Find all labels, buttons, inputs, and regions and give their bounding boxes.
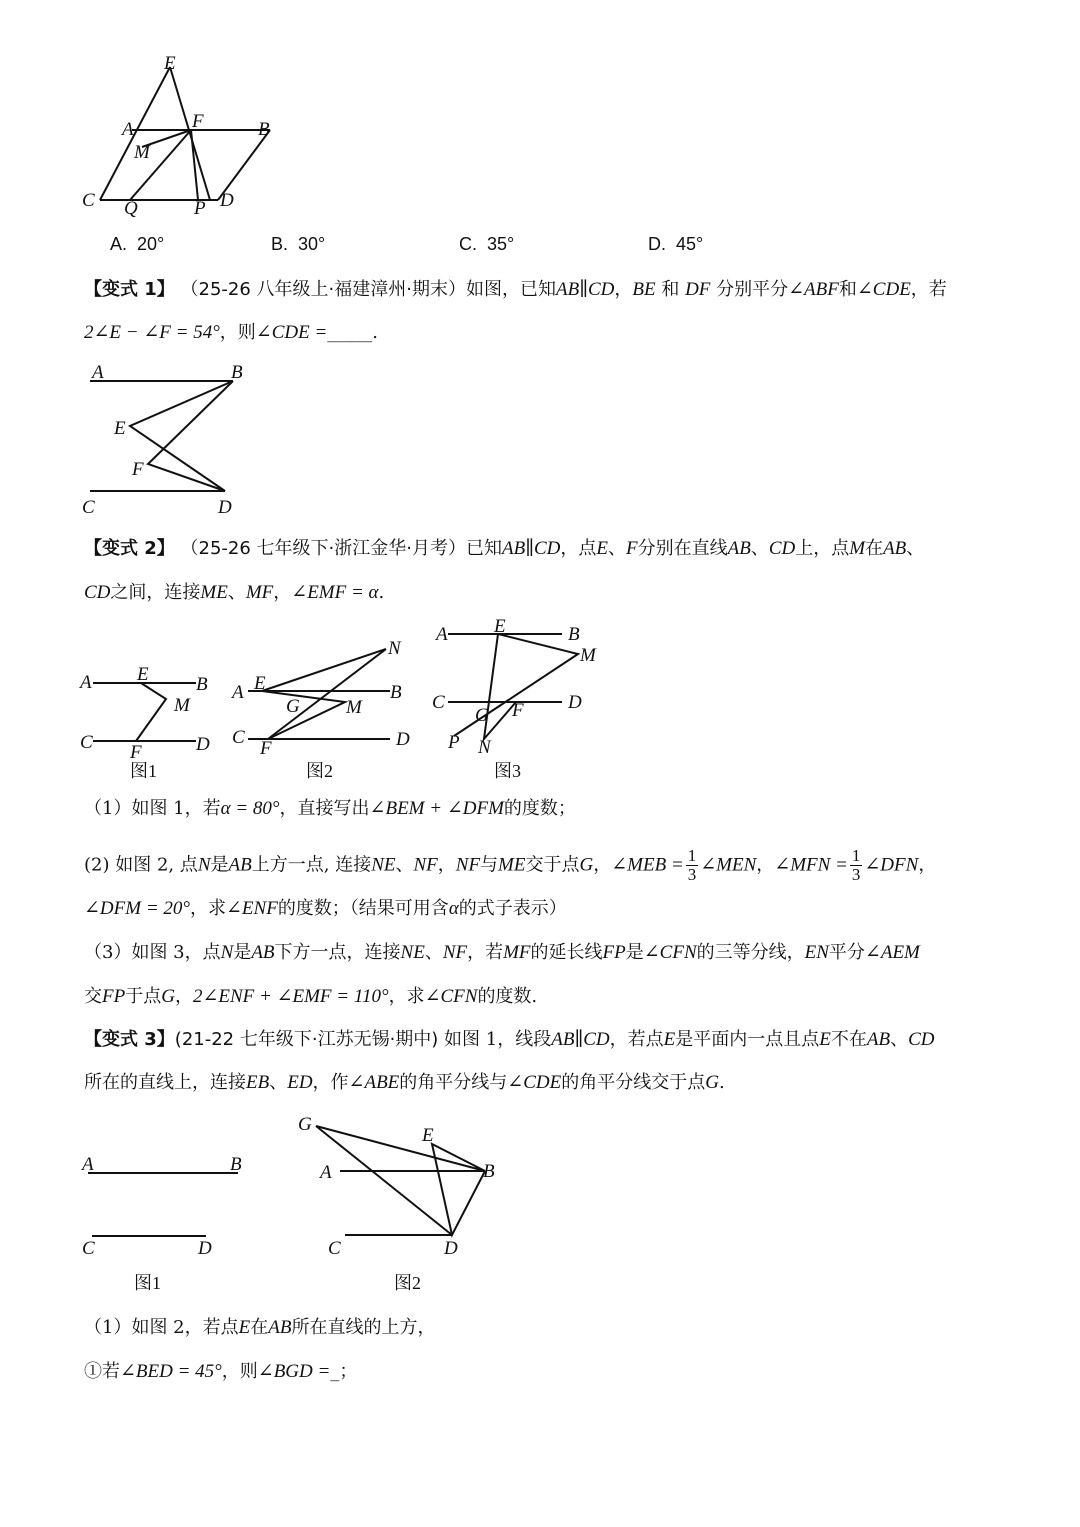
- v2-part-1: （1）如图 1，若α = 80°，直接写出∠BEM + ∠DFM的度数；: [84, 798, 576, 819]
- v2-part-3-line-2: 交FP于点G，2∠ENF + ∠EMF = 110°，求∠CFN的度数.: [84, 986, 538, 1007]
- v2-line-2: CD之间，连接ME、MF，∠EMF = α.: [84, 582, 385, 603]
- v2-f2-label-d: D: [396, 729, 410, 750]
- v2-f2-label-g: G: [286, 696, 300, 717]
- v1-source: （25-26 八年级上·福建漳州·期末）: [180, 279, 466, 300]
- v3-f2-label-d: D: [444, 1238, 458, 1259]
- v3-f1-label-c: C: [82, 1238, 95, 1259]
- v2-f2-caption: 图2: [306, 761, 333, 781]
- v3-f1-caption: 图1: [134, 1273, 161, 1293]
- v2-f1-caption: 图1: [130, 761, 157, 781]
- v3-part-1-item-1: ①若∠BED = 45°，则∠BGD =_；: [84, 1361, 358, 1382]
- v2-f1-label-e: E: [137, 664, 149, 685]
- v1-label-e: E: [114, 418, 126, 439]
- v2-line-1: 【变式 2】 （25-26 七年级下·浙江金华·月考）已知AB∥CD，点E、F分别在直线AB、CD上，点M在AB、: [84, 538, 925, 559]
- v2-f2-label-f: F: [260, 738, 272, 759]
- v2-f1-label-f: F: [130, 742, 142, 763]
- v2-f3-label-f: F: [512, 700, 524, 721]
- v3-f2-label-e: E: [422, 1125, 434, 1146]
- fraction-one-third-b: $\frac{1}{3}$: [851, 846, 861, 884]
- q0-label-f: F: [192, 111, 204, 132]
- q0-figure: [70, 50, 290, 220]
- v3-figure-2: [290, 1110, 510, 1300]
- choice-a: A. 20°: [110, 234, 165, 254]
- v2-f3-caption: 图3: [494, 761, 521, 781]
- v2-part-2-line-2: ∠DFM = 20°，求∠ENF的度数；（结果可用含α的式子表示）: [84, 898, 567, 919]
- q0-label-e: E: [164, 53, 176, 74]
- v2-f2-label-m: M: [346, 697, 362, 718]
- v3-f2-label-b: B: [483, 1161, 495, 1182]
- v1-line-1: 【变式 1】 （25-26 八年级上·福建漳州·期末）如图，已知AB∥CD，BE 和 DF 分别平分∠ABF和∠CDE，若: [84, 279, 947, 300]
- v3-line-1: 【变式 3】(21-22 七年级下·江苏无锡·期中) 如图 1，线段AB∥CD，若点E是平面内一点且点E不在AB、CD: [84, 1029, 935, 1050]
- v2-f1-label-m: M: [174, 695, 190, 716]
- choice-b: B. 30°: [271, 234, 326, 254]
- v2-f2-label-b: B: [390, 682, 402, 703]
- v3-part-1: （1）如图 2，若点E在AB所在直线的上方，: [84, 1317, 436, 1338]
- v2-source: （25-26 七年级下·浙江金华·月考）: [180, 538, 466, 559]
- v3-f2-caption: 图2: [394, 1273, 421, 1293]
- v2-f3-label-n: N: [478, 737, 491, 758]
- v2-figure-3: [428, 612, 613, 787]
- v2-f2-label-a: A: [232, 682, 244, 703]
- v2-f3-label-b: B: [568, 624, 580, 645]
- v3-f2-label-a: A: [320, 1162, 332, 1183]
- q0-label-b: B: [258, 119, 270, 140]
- v3-tag: 【变式 3】: [84, 1029, 175, 1050]
- v2-part-2-line-1: (2) 如图 2, 点N是AB上方一点, 连接NE、NF，NF与ME交于点G，∠MEB = $\frac{1}{3}$ ∠MEN，∠MFN = $\frac{1}{3}$ ∠DFN，: [84, 846, 937, 884]
- choice-c: C. 35°: [459, 234, 515, 254]
- v3-f2-label-g: G: [298, 1114, 312, 1135]
- v2-f1-label-d: D: [196, 734, 210, 755]
- v3-f1-label-a: A: [82, 1154, 94, 1175]
- v2-part-3-line-1: （3）如图 3，点N是AB下方一点，连接NE、NF，若MF的延长线FP是∠CFN的三等分线，EN平分∠AEM: [84, 942, 920, 963]
- v2-f3-label-m: M: [580, 645, 596, 666]
- v1-figure: [78, 358, 278, 523]
- q0-label-d: D: [220, 190, 234, 211]
- q0-label-p: P: [194, 198, 206, 219]
- v3-figure-1: [78, 1148, 258, 1298]
- v1-label-b: B: [231, 362, 243, 383]
- v2-f3-label-d: D: [568, 692, 582, 713]
- v2-f3-label-c: C: [432, 692, 445, 713]
- v2-f3-label-g: G: [475, 705, 489, 726]
- q0-label-a: A: [122, 119, 134, 140]
- v2-figure-2: [228, 630, 428, 790]
- v3-f1-label-d: D: [198, 1238, 212, 1259]
- v2-f2-label-c: C: [232, 727, 245, 748]
- v1-tag: 【变式 1】: [84, 279, 175, 300]
- v2-f2-label-n: N: [388, 638, 401, 659]
- v3-line-2: 所在的直线上，连接EB、ED，作∠ABE的角平分线与∠CDE的角平分线交于点G.: [84, 1072, 725, 1093]
- q0-label-m: M: [134, 142, 150, 163]
- v2-f3-label-p: P: [448, 732, 460, 753]
- v1-label-f: F: [132, 459, 144, 480]
- v3-f1-label-b: B: [230, 1154, 242, 1175]
- v3-source: (21-22 七年级下·江苏无锡·期中): [174, 1029, 439, 1050]
- v2-tag: 【变式 2】: [84, 538, 175, 559]
- choice-d: D. 45°: [648, 234, 704, 254]
- v2-f3-label-a: A: [436, 624, 448, 645]
- v2-f2-label-e: E: [254, 673, 266, 694]
- q0-label-q: Q: [124, 198, 138, 219]
- v2-f1-label-b: B: [196, 674, 208, 695]
- v3-f2-label-c: C: [328, 1238, 341, 1259]
- v1-line-2: 2∠E − ∠F = 54°，则∠CDE =_____.: [84, 322, 379, 343]
- v1-label-d: D: [218, 497, 232, 518]
- v2-f1-label-a: A: [80, 672, 92, 693]
- v1-label-c: C: [82, 497, 95, 518]
- v2-figure-1: [78, 660, 218, 785]
- v2-f1-label-c: C: [80, 732, 93, 753]
- q0-label-c: C: [82, 190, 95, 211]
- v2-f3-label-e: E: [494, 616, 506, 637]
- v1-label-a: A: [92, 362, 104, 383]
- fraction-one-third-a: $\frac{1}{3}$: [687, 846, 697, 884]
